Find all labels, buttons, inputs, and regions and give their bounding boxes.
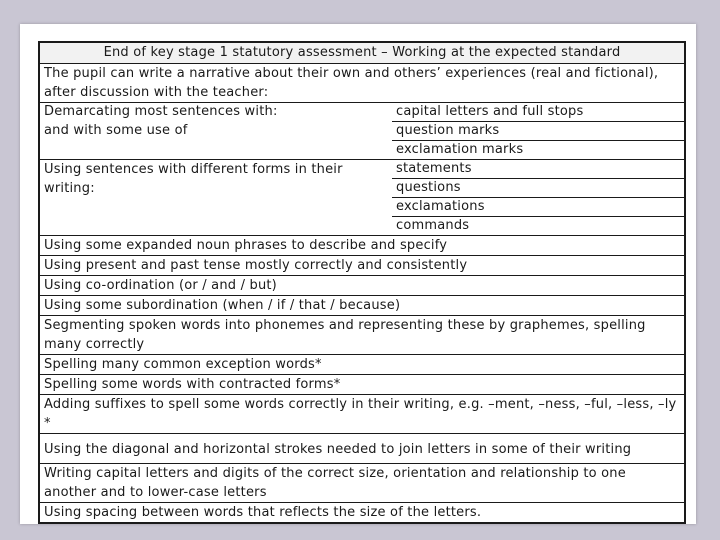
table-row: [40, 374, 684, 394]
row-text: Spelling many common exception words*: [44, 357, 322, 372]
row-text: Using some subordination (when / if / that / because): [44, 298, 401, 313]
forms-row: [40, 159, 684, 235]
row-text: Segmenting spoken words into phonemes and representing these by graphemes, spelling many correctly: [44, 318, 646, 352]
forms-left: [40, 160, 392, 235]
table-row: [40, 463, 684, 502]
table-row: [40, 235, 684, 255]
demarcating-right: [392, 103, 684, 159]
row-text: Using the diagonal and horizontal strokes needed to join letters in some of their writing: [44, 442, 632, 457]
table-header-row: [40, 43, 684, 63]
table-row: [40, 354, 684, 374]
demarcating-label-2: and with some use of: [44, 123, 188, 138]
forms-label: Using sentences with different forms in their writing:: [44, 162, 343, 196]
table-row: [40, 433, 684, 463]
row-text: Using some expanded noun phrases to describe and specify: [44, 238, 448, 253]
forms-item: commands: [392, 216, 684, 235]
assessment-table: [38, 41, 686, 524]
row-text: Using co-ordination (or / and / but): [44, 278, 277, 293]
row-text: Adding suffixes to spell some words correctly in their writing, e.g. –ment, –ness, –ful, –less, –ly *: [44, 397, 677, 431]
demarcating-item: question marks: [392, 121, 684, 140]
table-row: [40, 315, 684, 354]
demarcating-label: Demarcating most sentences with:: [44, 104, 278, 119]
table-row: [40, 275, 684, 295]
forms-item: statements: [396, 161, 472, 176]
table-row: [40, 394, 684, 433]
intro-row: [40, 63, 684, 102]
table-row: [40, 295, 684, 315]
forms-item: questions: [392, 178, 684, 197]
row-text: Using spacing between words that reflects the size of the letters.: [44, 505, 482, 520]
row-text: Using present and past tense mostly correctly and consistently: [44, 258, 468, 273]
forms-item: exclamations: [392, 197, 684, 216]
demarcating-item: capital letters and full stops: [396, 104, 584, 119]
table-row: [40, 502, 684, 522]
table-row: [40, 255, 684, 275]
table-title: End of key stage 1 statutory assessment – Working at the expected standard: [40, 43, 684, 63]
forms-right: [392, 160, 684, 235]
demarcating-left: [40, 103, 392, 159]
demarcating-item: exclamation marks: [392, 140, 684, 159]
intro-text: The pupil can write a narrative about their own and others’ experiences (real and fictional), after discussion with the teacher:: [44, 66, 659, 100]
demarcating-row: [40, 102, 684, 159]
row-text: Spelling some words with contracted forms*: [44, 377, 341, 392]
row-text: Writing capital letters and digits of the correct size, orientation and relationship to one another and to lower-case letters: [44, 466, 626, 500]
